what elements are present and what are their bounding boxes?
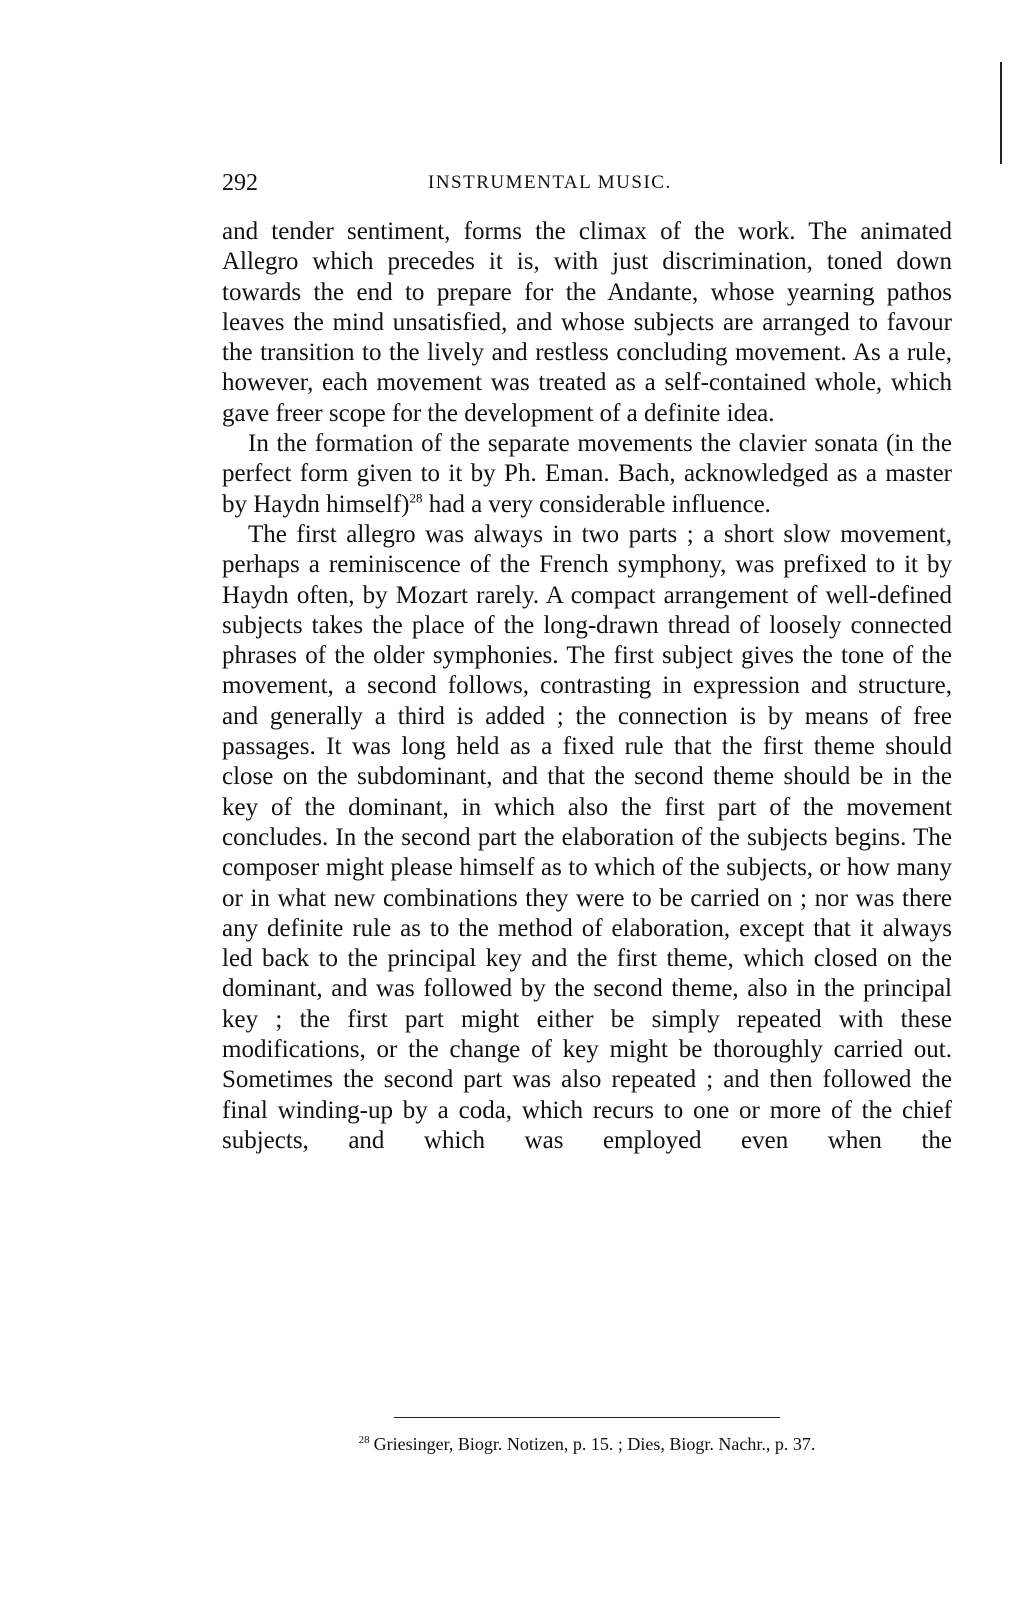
footnote-divider bbox=[394, 1417, 780, 1418]
footnote-text: Griesinger, Biogr. Notizen, p. 15. ; Dies, Biogr. Nachr., p. 37. bbox=[373, 1434, 816, 1454]
paragraph-2-text: In the formation of the separate movements the clavier sonata (in the perfect form given to it by Ph. Eman. Bach, acknowledged as a master by Haydn himself) bbox=[222, 430, 952, 518]
page-number: 292 bbox=[222, 170, 258, 196]
paragraph-3: The first allegro was always in two parts ; a short slow movement, perhaps a reminiscence of the French symphony, was prefixed to it by Haydn often, by Mozart rarely. A compact arrangement of well-defined subjects takes the place of the long-drawn thread of loosely connected phrases of the older symphonies. The first subject gives the tone of the movement, a second follows, contrasting in expression and structure, and generally a third is added ; the connection is by means of free passages. It was long held as a fixed rule that the first theme should close on the subdominant, and that the second theme should be in the key of the dominant, in which also the first part of the movement concludes. In the second part the elaboration of the subjects begins. The composer might please himself as to which of the subjects, or how many or in what new combinations they were to be carried on ; nor was there any definite rule as to the method of elaboration, except that it always led back to the principal key and the first theme, which closed on the dominant, and was followed by the second theme, also in the principal key ; the first part might either be simply repeated with these modifications, or the change of key might be thoroughly carried out. Sometimes the second part was also repeated ; and then followed the final winding-up by a coda, which recurs to one or more of the chief subjects, and which was employed even when the bbox=[222, 520, 952, 1154]
running-header bbox=[222, 166, 952, 200]
footnote-mark: 28 bbox=[358, 1434, 370, 1446]
body-text bbox=[222, 217, 952, 1156]
page-edge-mark bbox=[1000, 62, 1002, 164]
footnote bbox=[222, 1432, 952, 1456]
paragraph-2 bbox=[222, 429, 952, 520]
paragraph-1: and tender sentiment, forms the climax of the work. The animated Allegro which precedes it is, with just discrimination, toned down towards the end to prepare for the Andante, whose yearning pathos leaves the mind unsatisfied, and whose subjects are arranged to favour the transition to the lively and restless concluding movement. As a rule, however, each movement was treated as a self-contained whole, which gave freer scope for the development of a definite idea. bbox=[222, 218, 952, 427]
running-title: INSTRUMENTAL MUSIC. bbox=[428, 172, 672, 193]
footnote-reference: 28 bbox=[409, 490, 423, 506]
paragraph-2-continuation: had a very considerable influence. bbox=[422, 490, 771, 518]
